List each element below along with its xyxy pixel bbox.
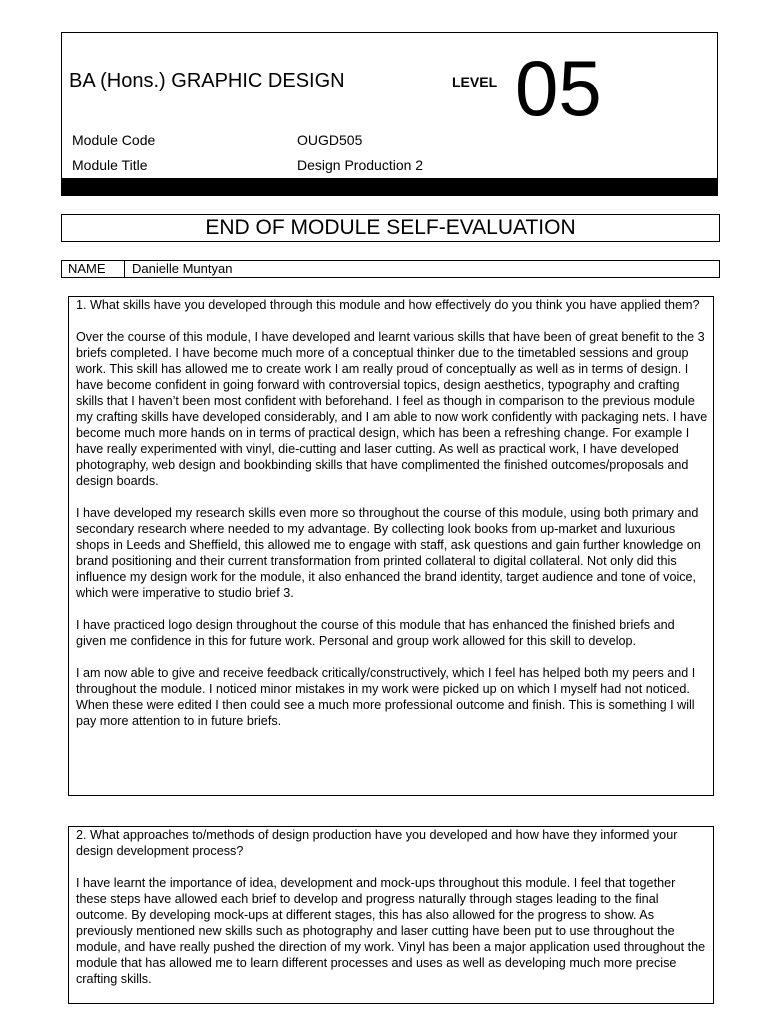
module-code-value: OUGD505: [297, 132, 363, 148]
name-row: [61, 260, 720, 278]
question-1-answer-paragraph: Over the course of this module, I have developed and learnt various skills that have been of great benefit to the 3 briefs completed. I have become much more of a conceptual thinker due to the timetabled sessions and group work. This skill has allowed me to create work I am really proud of conceptually as well as in terms of design. I have become confident in going forward with controversial topics, design aesthetics, typography and crafting skills that I haven’t been most confident with beforehand. I feel as though in comparison to the previous module my crafting skills have developed considerably, and I am able to now work confidently with packaging nets. I have become much more hands on in terms of practical design, which has been a refreshing change. For example I have really experimented with vinyl, die-cutting and laser cutting. As well as practical work, I have developed photography, web design and bookbinding skills that have complimented the finished outcomes/proposals and design boards.: [76, 330, 708, 488]
header-divider-bar: [62, 178, 717, 195]
question-1-answer-paragraph: I have developed my research skills even more so throughout the course of this module, using both primary and secondary research where needed to my advantage. By collecting look books from up-market and luxurious shops in Leeds and Sheffield, this allowed me to engage with staff, ask questions and gain further knowledge on brand positioning and their current transformation from printed collateral to digital collateral. Not only did this influence my design work for the module, it also enhanced the brand identity, target audience and tone of voice, which were imperative to studio brief 3.: [76, 506, 701, 600]
level-label: LEVEL: [452, 74, 498, 90]
question-2-prompt: 2. What approaches to/methods of design production have you developed and how have they informed your design development process?: [76, 828, 678, 858]
evaluation-title: END OF MODULE SELF-EVALUATION: [61, 214, 720, 242]
name-label: NAME: [68, 261, 106, 276]
question-2-answer-paragraph: I have learnt the importance of idea, development and mock-ups throughout this module. I feel that together these steps have allowed each brief to develop and progress naturally through stages leading to the final outcome. By developing mock-ups at different stages, this has also allowed for the progress to show. As previously mentioned new skills such as photography and laser cutting have been put to use throughout the module, and have really pushed the direction of my work. Vinyl has been a major application used throughout the module that has allowed me to learn different processes and uses as well as developing much more precise crafting skills.: [76, 876, 706, 986]
question-1-box: [68, 296, 714, 796]
question-2-box: [68, 826, 714, 1004]
question-1-prompt: 1. What skills have you developed through this module and how effectively do you think you have applied them?: [76, 298, 700, 312]
student-name: Danielle Muntyan: [132, 261, 233, 276]
level-number: 05: [515, 44, 602, 132]
module-title-label: Module Title: [72, 157, 148, 173]
module-title-value: Design Production 2: [297, 157, 424, 173]
question-1-answer-paragraph: I have practiced logo design throughout the course of this module that has enhanced the finished briefs and given me confidence in this for future work. Personal and group work allowed for this skill to develop.: [76, 618, 675, 648]
module-code-label: Module Code: [72, 132, 156, 148]
program-title: BA (Hons.) GRAPHIC DESIGN: [69, 70, 345, 92]
question-1-answer-paragraph: I am now able to give and receive feedback critically/constructively, which I feel has helped both my peers and I throughout the module. I noticed minor mistakes in my work were picked up on which I myself had not noticed. When these were edited I then could see a much more professional outcome and finish. This is something I will pay more attention to in future briefs.: [76, 666, 696, 728]
name-divider: [124, 261, 125, 277]
module-header: [61, 32, 718, 196]
